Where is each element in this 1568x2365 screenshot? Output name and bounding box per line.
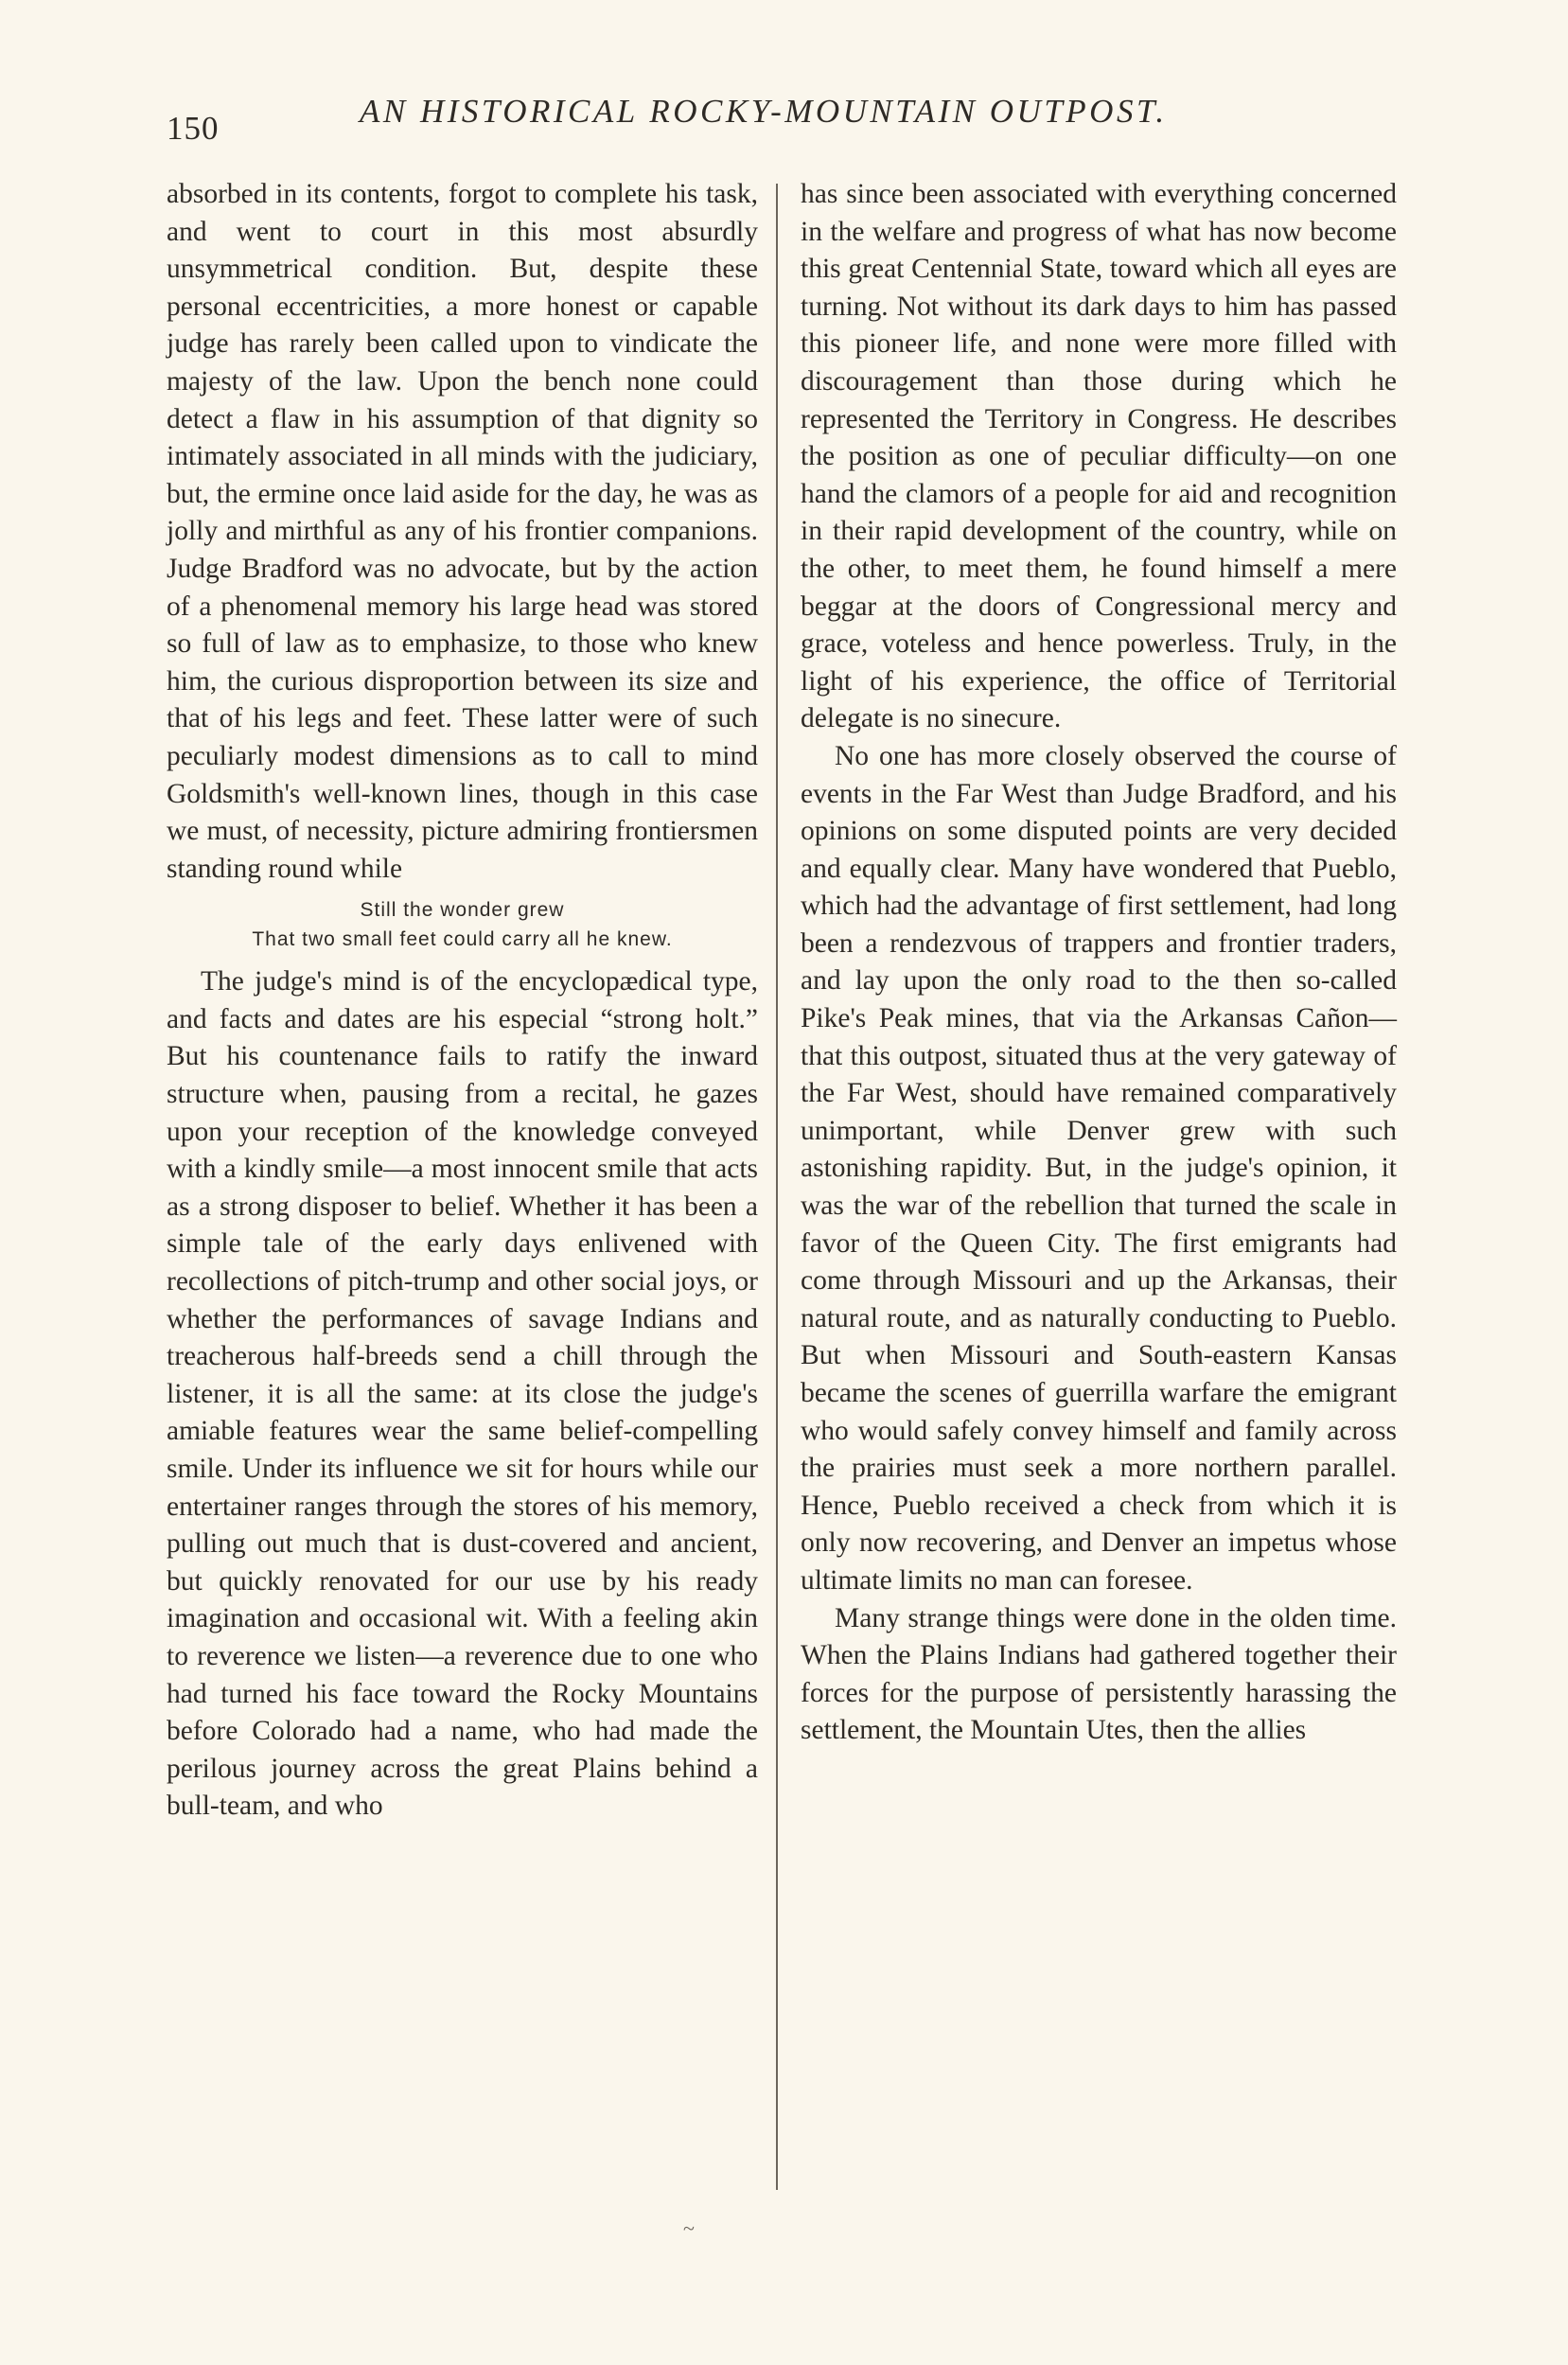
running-title: AN HISTORICAL ROCKY-MOUNTAIN OUTPOST. bbox=[360, 93, 1168, 130]
verse-line-2: That two small feet could carry all he knew. bbox=[252, 928, 673, 951]
column-divider bbox=[776, 184, 778, 2190]
right-paragraph-2: No one has more closely observed the course of events in the Far West than Judge Bradford, and his opinions on some disputed points are very decided and equally clear. Many have wondered that Pueblo, which had the advantage of first settlement, had long been a rendezvous of trappers and frontier traders, and lay upon the only road to the then so-called Pike's Peak mines, that via the Arkansas Cañon—that this outpost, situated thus at the very gateway of the Far West, should have remained comparatively unimportant, while Denver grew with such astonishing rapidity. But, in the judge's opinion, it was the war of the rebellion that turned the scale in favor of the Queen City. The first emigrants had come through Missouri and up the Arkansas, their natural route, and as naturally conducting to Pueblo. But when Missouri and South-eastern Kansas became the scenes of guerrilla warfare the emigrant who would safely convey himself and family across the prairies must seek a more northern parallel. Hence, Pueblo received a check from which it is only now recovering, and Denver an impetus whose ultimate limits no man can foresee. bbox=[801, 740, 1397, 1596]
left-paragraph-1: absorbed in its contents, forgot to complete his task, and went to court in this most absurdly unsymmetrical condition. But, despite these personal eccentricities, a more honest or capable judge has rarely been called upon to vindicate the majesty of the law. Upon the bench none could detect a flaw in his assumption of that dignity so intimately associated in all minds with the judiciary, but, the ermine once laid aside for the day, he was as jolly and mirthful as any of his frontier companions. Judge Bradford was no advocate, but by the action of a phenomenal memory his large head was stored so full of law as to emphasize, to those who knew him, the curious disproportion between its size and that of his legs and feet. These latter were of such peculiarly modest dimensions as to call to mind Goldsmith's well-known lines, though in this case we must, of necessity, picture admiring frontiersmen standing round while bbox=[167, 179, 758, 884]
footer-mark: ~ bbox=[683, 2216, 695, 2240]
page-number: 150 bbox=[167, 110, 220, 147]
page-header bbox=[167, 93, 1397, 150]
right-paragraph-3: Many strange things were done in the olden time. When the Plains Indians had gathered together their forces for the purpose of persistently harassing the settlement, the Mountain Utes, then the allies bbox=[801, 1602, 1397, 1746]
verse-line-1: Still the wonder grew bbox=[360, 899, 565, 922]
verse-quotation bbox=[167, 895, 758, 954]
left-column bbox=[167, 176, 758, 1826]
right-column bbox=[801, 176, 1397, 1750]
left-paragraph-2: The judge's mind is of the encyclopædical type, and facts and dates are his especial “strong holt.” But his countenance fails to ratify the inward structure when, pausing from a recital, he gazes upon your reception of the knowledge conveyed with a kindly smile—a most innocent smile that acts as a strong disposer to belief. Whether it has been a simple tale of the early days enlivened with recollections of pitch-trump and other social joys, or whether the performances of savage Indians and treacherous half-breeds send a chill through the listener, it is all the same: at its close the judge's amiable features wear the same belief-compelling smile. Under its influence we sit for hours while our entertainer ranges through the stores of his memory, pulling out much that is dust-covered and ancient, but quickly renovated for our use by his ready imagination and occasional wit. With a feeling akin to reverence we listen—a reverence due to one who had turned his face toward the Rocky Mountains before Colorado had a name, who had made the perilous journey across the great Plains behind a bull-team, and who bbox=[167, 966, 758, 1822]
right-paragraph-1: has since been associated with everything concerned in the welfare and progress of what has now become this great Centennial State, toward which all eyes are turning. Not without its dark days to him has passed this pioneer life, and none were more filled with discouragement than those during which he represented the Territory in Congress. He describes the position as one of peculiar difficulty—on one hand the clamors of a people for aid and recognition in their rapid development of the country, while on the other, to meet them, he found himself a mere beggar at the doors of Congressional mercy and grace, voteless and hence powerless. Truly, in the light of his experience, the office of Territorial delegate is no sinecure. bbox=[801, 179, 1397, 734]
